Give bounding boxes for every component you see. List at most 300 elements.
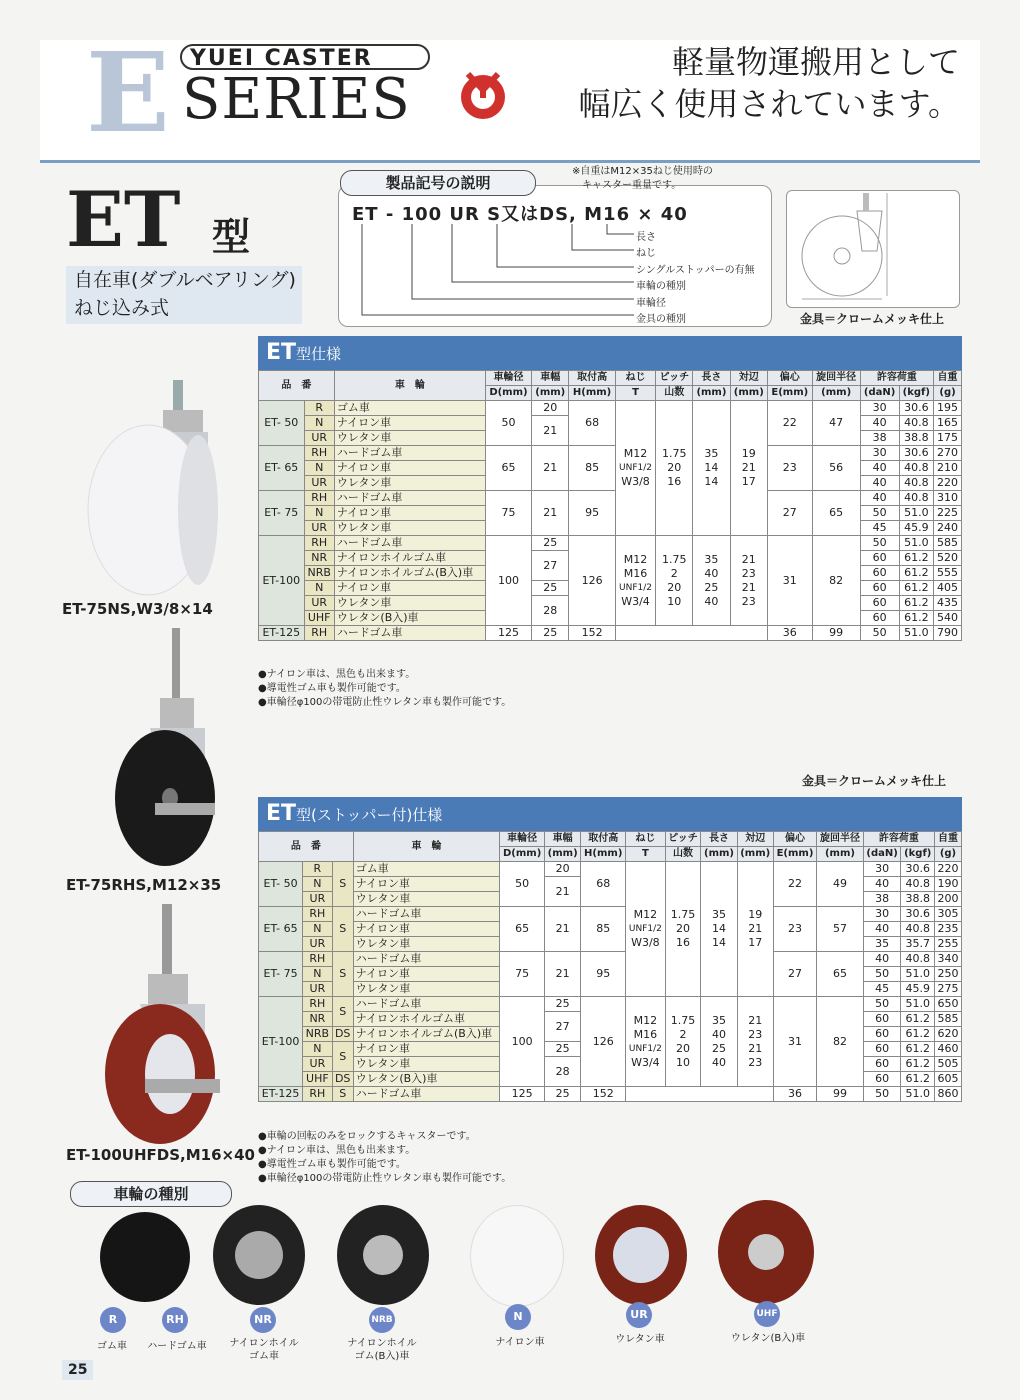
wheel-name: ハードゴム車 [334, 446, 485, 461]
unit-r: (mm) [812, 386, 860, 401]
col-header-height: 取付高 [569, 371, 615, 386]
cell-r: 47 [812, 401, 860, 446]
wheel-code: NRB [303, 1027, 332, 1042]
wheel-code: UR [304, 596, 334, 611]
weight-note-line1: ※自重はM12×35ねじ使用時の [572, 166, 713, 177]
pitch-val: 16 [667, 475, 682, 488]
cell-kgf: 40.8 [901, 877, 934, 892]
cell-kgf: 61.2 [901, 1012, 934, 1027]
badge-rh: RH [162, 1307, 188, 1333]
cell-kgf: 61.2 [899, 611, 934, 626]
wheel-name: ハードゴム車 [334, 536, 485, 551]
cell-e: 27 [773, 952, 816, 997]
wheel-code: N [304, 506, 334, 521]
cell-dan: 40 [863, 922, 901, 937]
cell-e: 27 [767, 491, 812, 536]
group-et65: ET- 65 [259, 446, 305, 491]
cell-len-b [693, 536, 730, 626]
wheel-code: N [303, 922, 332, 937]
cell-dan: 60 [860, 566, 899, 581]
wheel-code: UR [303, 1057, 332, 1072]
cell-pitch-a [656, 401, 693, 536]
cell-kgf: 51.0 [899, 536, 934, 551]
pitch-val: 2 [679, 1027, 687, 1041]
cell-d: 100 [500, 997, 545, 1087]
table-row [259, 446, 962, 461]
brand-name: YUEI CASTER [180, 44, 430, 70]
cell-dan: 30 [863, 907, 901, 922]
unit-h: H(mm) [569, 386, 615, 401]
wheel-rubber-image [100, 1212, 190, 1302]
unit-d: D(mm) [485, 386, 531, 401]
unit-len: (mm) [701, 847, 737, 862]
catch-copy-line2: 幅広く使用されています。 [578, 85, 960, 123]
cell-g: 555 [934, 566, 962, 581]
cell-d: 75 [485, 491, 531, 536]
cell-pitch-b [665, 997, 701, 1087]
pitch-val: 20 [667, 461, 682, 474]
cell-dan: 40 [860, 491, 899, 506]
cell-dan: 40 [863, 952, 901, 967]
cell-hex-b [730, 536, 767, 626]
cell-r: 56 [812, 446, 860, 491]
pitch-val: 1.75 [670, 1013, 696, 1027]
col-header-swivel: 旋回半径 [817, 832, 864, 847]
spec2-note: ●車輪径φ100の帯電防止性ウレタン車も製作可能です。 [258, 1173, 512, 1184]
fitting-note-1: 金具＝クロームメッキ仕上 [800, 312, 945, 326]
cell-dan: 40 [860, 461, 899, 476]
cell-w: 20 [532, 401, 569, 416]
pitch-val: 16 [675, 936, 690, 949]
hub-icon [613, 1227, 669, 1283]
col-header-weight: 自重 [934, 832, 961, 847]
cell-e: 22 [773, 862, 816, 907]
cell-w: 25 [545, 1042, 581, 1057]
unit-w: (mm) [532, 386, 569, 401]
wheel-name-nrb: ナイロンホイル ゴム(B入)車 [347, 1338, 417, 1362]
wheel-name: ウレタン車 [353, 937, 499, 952]
photo-label-3: ET-100UHFDS,M16×40 [66, 1146, 255, 1164]
wheel-name: ハードゴム車 [353, 952, 499, 967]
cell-w: 25 [532, 581, 569, 596]
screw-val: M12 [633, 908, 658, 921]
cell-w: 25 [545, 997, 581, 1012]
cell-w: 27 [545, 1012, 581, 1042]
cell-g: 650 [934, 997, 961, 1012]
hex-val: 23 [741, 566, 756, 580]
wheel-name: ナイロン車 [334, 506, 485, 521]
group-et50: ET- 50 [259, 862, 303, 907]
spec2-note: ●車輪の回転のみをロックするキャスターです。 [258, 1131, 476, 1142]
pitch-val: 1.75 [662, 447, 687, 460]
cell-g: 520 [934, 551, 962, 566]
cell-screw-b [615, 536, 656, 626]
cell-h: 85 [569, 446, 615, 491]
cell-h: 152 [569, 626, 615, 641]
cell-g: 210 [934, 461, 962, 476]
cell-w: 21 [532, 491, 569, 536]
hex-val: 23 [748, 1027, 763, 1041]
cell-kgf: 30.6 [901, 907, 934, 922]
cell-g: 220 [934, 862, 961, 877]
cell-dan: 30 [863, 862, 901, 877]
hex-val: 19 [741, 447, 756, 460]
cell-r: 57 [817, 907, 864, 952]
weight-note-line2: キャスター重量です。 [582, 180, 682, 191]
col-header-screw: ねじ [626, 832, 665, 847]
cell-r: 99 [812, 626, 860, 641]
code-example: ET - 100 UR S又はDS, M16 × 40 [352, 204, 688, 225]
badge-n: N [505, 1304, 531, 1330]
table-row [259, 997, 962, 1012]
cell-kgf: 61.2 [899, 566, 934, 581]
wheel-name: ナイロン車 [334, 461, 485, 476]
wheel-urethane-b-image [718, 1200, 814, 1304]
code-explanation-label: 製品記号の説明 [340, 170, 536, 196]
cell-w: 28 [532, 596, 569, 626]
col-header-load: 許容荷重 [860, 371, 933, 386]
cell-hex-b [737, 997, 773, 1087]
cell-kgf: 61.2 [899, 581, 934, 596]
hex-val: 23 [748, 1055, 763, 1069]
pitch-val: 10 [667, 594, 682, 608]
screw-val: W3/8 [621, 475, 650, 488]
cell-dan: 40 [860, 476, 899, 491]
cell-g: 165 [934, 416, 962, 431]
cell-kgf: 40.8 [899, 476, 934, 491]
cell-pitch-a [665, 862, 701, 997]
series-word: SERIES [182, 67, 411, 132]
wheel-name: ナイロンホイルゴム(B入)車 [353, 1027, 499, 1042]
spec-table-stopper [258, 831, 962, 1102]
cell-blank [615, 626, 767, 641]
cell-d: 65 [485, 446, 531, 491]
cell-dan: 60 [860, 611, 899, 626]
pitch-val: 2 [670, 566, 678, 580]
len-val: 40 [704, 594, 719, 608]
table-row [259, 907, 962, 922]
wheel-name: ウレタン車 [353, 1057, 499, 1072]
spec2-title-suffix: 型(ストッパー付)仕様 [296, 806, 443, 824]
spec2-title: ET [266, 801, 297, 826]
cell-screw-b [626, 997, 665, 1087]
cell-g: 175 [934, 431, 962, 446]
product-subtitle [66, 266, 302, 324]
cell-kgf: 35.7 [901, 937, 934, 952]
cell-dan: 40 [863, 877, 901, 892]
unit-threads: 山数 [665, 847, 701, 862]
hex-val: 21 [748, 1013, 763, 1027]
unit-e: E(mm) [773, 847, 816, 862]
hub-icon [235, 1231, 283, 1279]
col-header-hex: 対辺 [737, 832, 773, 847]
photo-label-2: ET-75RHS,M12×35 [66, 876, 222, 894]
pitch-val: 20 [675, 922, 690, 935]
screw-val: UNF1/2 [628, 924, 662, 934]
subtitle-line2: ねじ込み式 [74, 297, 170, 319]
pitch-val: 1.75 [670, 908, 696, 921]
unit-e: E(mm) [767, 386, 812, 401]
header-divider [40, 160, 980, 163]
cell-kgf: 45.9 [899, 521, 934, 536]
hex-val: 17 [748, 936, 763, 949]
hex-val: 19 [748, 908, 763, 921]
cell-e: 23 [773, 907, 816, 952]
screw-val: UNF1/2 [628, 1043, 662, 1054]
cell-e: 23 [767, 446, 812, 491]
screw-val: M16 [633, 1027, 658, 1041]
hex-val: 21 [741, 580, 756, 594]
spec-table-standard [258, 370, 962, 641]
spec1-title-suffix: 型仕様 [296, 345, 342, 363]
hex-val: 21 [741, 552, 756, 566]
cell-kgf: 61.2 [901, 1057, 934, 1072]
cell-r: 99 [817, 1087, 864, 1102]
cell-dan: 60 [863, 1072, 901, 1087]
cell-g: 200 [934, 892, 961, 907]
table-row [259, 952, 962, 967]
wheel-name-r: ゴム車 [97, 1341, 127, 1352]
group-et100: ET-100 [259, 997, 303, 1087]
screw-val: W3/4 [621, 594, 650, 608]
unit-g: (g) [934, 386, 962, 401]
col-header-offset: 偏心 [767, 371, 812, 386]
unit-threads: 山数 [656, 386, 693, 401]
screw-val: UNF1/2 [619, 463, 652, 473]
wheel-name: ナイロン車 [334, 416, 485, 431]
wheel-name: ウレタン車 [353, 982, 499, 997]
unit-r: (mm) [817, 847, 864, 862]
col-header-pitch: ピッチ [665, 832, 701, 847]
wheel-code: R [304, 401, 334, 416]
wheel-name: ナイロンホイルゴム車 [353, 1012, 499, 1027]
cell-g: 225 [934, 506, 962, 521]
screw-val: W3/8 [631, 936, 660, 949]
spec2-notes [258, 1130, 511, 1186]
cell-kgf: 51.0 [901, 967, 934, 982]
cell-kgf: 40.8 [901, 952, 934, 967]
badge-r: R [100, 1307, 126, 1333]
cell-e: 36 [767, 626, 812, 641]
cell-w: 21 [545, 907, 581, 952]
col-header-load: 許容荷重 [863, 832, 934, 847]
col-header-width: 車幅 [532, 371, 569, 386]
screw-val: M12 [623, 552, 648, 566]
wheel-name: ナイロンホイルゴム(B入)車 [334, 566, 485, 581]
cell-blank [626, 1087, 774, 1102]
wheel-code: N [304, 461, 334, 476]
cell-e: 31 [767, 536, 812, 626]
col-header-length: 長さ [701, 832, 737, 847]
cell-g: 405 [934, 581, 962, 596]
group-et125: ET-125 [259, 1087, 303, 1102]
product-title: ET [66, 175, 181, 264]
col-header-screw: ねじ [615, 371, 656, 386]
wheel-name: ナイロン車 [353, 877, 499, 892]
cell-r: 82 [812, 536, 860, 626]
cell-kgf: 61.2 [899, 596, 934, 611]
unit-hex: (mm) [730, 386, 767, 401]
cell-g: 605 [934, 1072, 961, 1087]
cell-g: 860 [934, 1087, 961, 1102]
cell-dan: 50 [860, 506, 899, 521]
stopper-code: S [332, 997, 353, 1027]
cell-h: 95 [581, 952, 626, 997]
stopper-code: S [332, 1042, 353, 1072]
code-item-screw: ねじ [636, 248, 656, 259]
cell-dan: 60 [863, 1027, 901, 1042]
caster-photo-et100uhfds [100, 904, 250, 1144]
cell-kgf: 38.8 [899, 431, 934, 446]
badge-nrb: NRB [369, 1307, 395, 1333]
cell-dan: 60 [860, 551, 899, 566]
cell-r: 65 [817, 952, 864, 997]
caster-photo-et75ns [78, 380, 238, 600]
cell-w: 27 [532, 551, 569, 581]
wheel-code: RH [303, 1087, 332, 1102]
catch-copy-line1: 軽量物運搬用として [671, 43, 960, 81]
hex-val: 21 [748, 922, 763, 935]
cell-g: 620 [934, 1027, 961, 1042]
product-title-suffix: 型 [212, 215, 251, 259]
wheel-code: NRB [304, 566, 334, 581]
caster-photo-et75rhs [90, 628, 240, 868]
len-val: 14 [704, 461, 719, 474]
wheel-nylon-image [470, 1205, 564, 1307]
cell-dan: 38 [860, 431, 899, 446]
unit-hex: (mm) [737, 847, 773, 862]
unit-g: (g) [934, 847, 961, 862]
col-header-length: 長さ [693, 371, 730, 386]
cell-hex-a [730, 401, 767, 536]
cell-g: 250 [934, 967, 961, 982]
spec2-note: ●ナイロン車は、黒色も出来ます。 [258, 1145, 416, 1156]
cell-kgf: 61.2 [899, 551, 934, 566]
cell-hex-a [737, 862, 773, 997]
stopper-code: S [332, 862, 353, 907]
cell-g: 305 [934, 907, 961, 922]
wheel-urethane-image [595, 1205, 687, 1305]
cell-dan: 50 [863, 997, 901, 1012]
col-header-dia: 車輪径 [485, 371, 531, 386]
col-header-offset: 偏心 [773, 832, 816, 847]
badge-nr: NR [250, 1307, 276, 1333]
wheel-name: ウレタン車 [334, 521, 485, 536]
cell-w: 25 [532, 536, 569, 551]
wheel-name: ナイロン車 [334, 581, 485, 596]
fitting-note-2: 金具＝クロームメッキ仕上 [802, 774, 947, 788]
spec1-notes [258, 668, 511, 710]
wheel-code: RH [303, 997, 332, 1012]
cell-kgf: 61.2 [901, 1042, 934, 1057]
cell-g: 190 [934, 877, 961, 892]
weight-note [572, 165, 713, 193]
pitch-val: 20 [667, 580, 682, 594]
cell-kgf: 61.2 [901, 1027, 934, 1042]
group-et75: ET- 75 [259, 952, 303, 997]
wheel-name: ウレタン車 [334, 476, 485, 491]
cell-dan: 38 [863, 892, 901, 907]
table-row [259, 536, 962, 551]
cell-w: 25 [545, 1087, 581, 1102]
cell-h: 68 [581, 862, 626, 907]
cell-dan: 40 [860, 416, 899, 431]
group-et50: ET- 50 [259, 401, 305, 446]
wheel-code: UHF [303, 1072, 332, 1087]
cell-g: 585 [934, 1012, 961, 1027]
cell-len-b [701, 997, 737, 1087]
wheel-code: RH [303, 907, 332, 922]
wheel-types-label: 車輪の種別 [70, 1181, 232, 1207]
cell-w: 21 [545, 952, 581, 997]
len-val: 14 [711, 922, 726, 935]
spec1-title-bar [258, 336, 962, 370]
cell-r: 65 [812, 491, 860, 536]
cell-g: 585 [934, 536, 962, 551]
wheel-name-rh: ハードゴム車 [147, 1341, 207, 1352]
screw-val: M12 [633, 1013, 658, 1027]
unit-h: H(mm) [581, 847, 626, 862]
wheel-name: ウレタン(B入)車 [353, 1072, 499, 1087]
screw-val: M16 [623, 566, 648, 580]
cell-g: 220 [934, 476, 962, 491]
screw-val: W3/4 [631, 1055, 660, 1069]
col-header-part-no: 品 番 [259, 832, 354, 862]
cell-d: 125 [500, 1087, 545, 1102]
col-header-height: 取付高 [581, 832, 626, 847]
cell-kgf: 45.9 [901, 982, 934, 997]
cell-pitch-b [656, 536, 693, 626]
cell-h: 126 [569, 536, 615, 626]
len-val: 14 [704, 475, 719, 488]
cell-dan: 30 [860, 446, 899, 461]
unit-len: (mm) [693, 386, 730, 401]
len-val: 35 [711, 1013, 726, 1027]
cell-g: 340 [934, 952, 961, 967]
bearing-icon [748, 1234, 784, 1270]
spec2-note: ●導電性ゴム車も製作可能です。 [258, 1159, 406, 1170]
cell-d: 50 [500, 862, 545, 907]
cell-dan: 60 [860, 581, 899, 596]
unit-dan: (daN) [863, 847, 901, 862]
cell-w: 20 [545, 862, 581, 877]
unit-kgf: (kgf) [899, 386, 934, 401]
wheel-code: RH [303, 952, 332, 967]
wheel-code: NR [304, 551, 334, 566]
series-letter: E [86, 28, 170, 157]
wheel-name-nr: ナイロンホイル ゴム車 [229, 1338, 299, 1362]
cell-dan: 60 [863, 1057, 901, 1072]
cell-h: 152 [581, 1087, 626, 1102]
cell-kgf: 51.0 [899, 506, 934, 521]
len-val: 40 [704, 566, 719, 580]
code-item-wheel-dia: 車輪径 [636, 298, 666, 309]
col-header-wheel: 車 輪 [334, 371, 485, 401]
cell-dan: 60 [860, 596, 899, 611]
stopper-code: DS [332, 1027, 353, 1042]
cell-kgf: 51.0 [901, 1087, 934, 1102]
dimension-diagram [786, 190, 960, 308]
cell-w: 21 [532, 446, 569, 491]
bearing-icon [363, 1235, 403, 1275]
wheel-code: UR [304, 476, 334, 491]
cell-dan: 45 [863, 982, 901, 997]
unit-t: T [626, 847, 665, 862]
cell-w: 28 [545, 1057, 581, 1087]
col-header-pitch: ピッチ [656, 371, 693, 386]
col-header-part-no: 品 番 [259, 371, 335, 401]
cell-d: 75 [500, 952, 545, 997]
